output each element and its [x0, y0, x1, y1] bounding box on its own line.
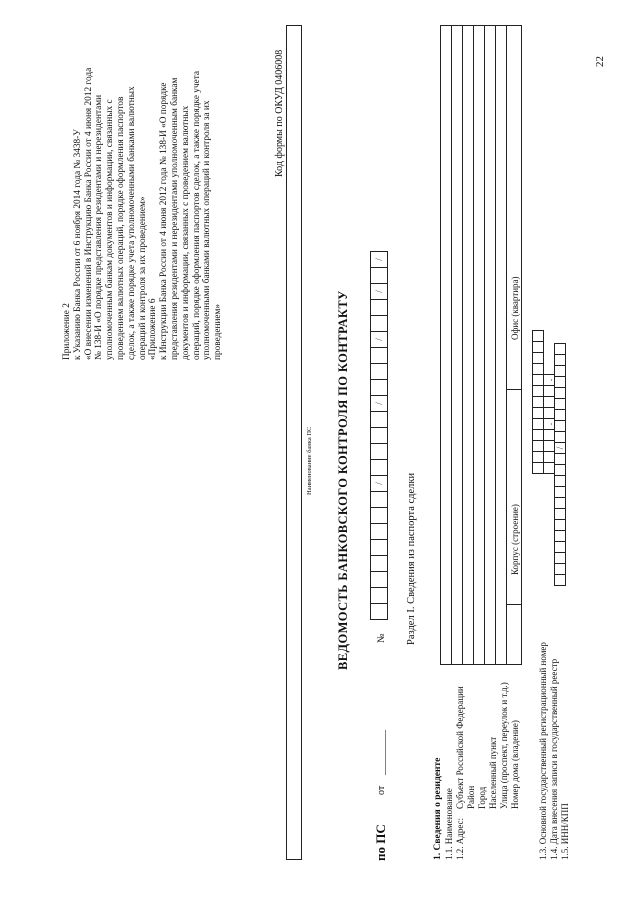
resident-heading: 1. Сведения о резиденте: [433, 757, 443, 860]
appendix-line: представления резидентами и нерезидентами уполномоченным банкам: [169, 77, 180, 360]
appendix-header: [62, 30, 224, 360]
street-label: Улица (проспект, переулок и т.д.): [499, 682, 509, 809]
appendix-line: к Инструкции Банка России от 4 июня 2012 года № 138-И «О порядке: [159, 82, 170, 360]
input-cell[interactable]: [554, 508, 566, 520]
ps-number-cells[interactable]: [370, 251, 388, 619]
inn-kpp-cells[interactable]: [554, 343, 566, 585]
office-label: Офис (квартира): [510, 276, 520, 340]
region-label: Субъект Российской Федерации: [455, 686, 465, 809]
input-cell[interactable]: [370, 379, 388, 396]
input-cell[interactable]: [554, 420, 566, 432]
input-cell[interactable]: [370, 443, 388, 460]
input-cell[interactable]: [554, 464, 566, 476]
grid-line: [462, 25, 463, 665]
document-title: ВЕДОМОСТЬ БАНКОВСКОГО КОНТРОЛЯ ПО КОНТРАКТУ: [336, 290, 350, 670]
grid-line: [484, 25, 485, 665]
appendix-line: № 138-И «О порядке представления резидентами и нерезидентами: [94, 94, 105, 360]
input-cell[interactable]: /: [370, 251, 388, 268]
input-cell[interactable]: [370, 459, 388, 476]
input-cell[interactable]: [554, 343, 566, 355]
input-cell[interactable]: [554, 497, 566, 509]
settlement-label: Населенный пункт: [488, 736, 498, 809]
appendix-line: Приложение 2: [62, 303, 72, 360]
appendix-line: проведением»: [213, 303, 224, 360]
input-cell[interactable]: [554, 541, 566, 553]
input-cell[interactable]: [554, 376, 566, 388]
input-cell[interactable]: [554, 530, 566, 542]
input-cell[interactable]: [554, 563, 566, 575]
number-sign: №: [376, 633, 387, 643]
input-cell[interactable]: [532, 330, 544, 342]
input-cell[interactable]: [554, 387, 566, 399]
input-cell[interactable]: [554, 552, 566, 564]
appendix-line: операций, порядке оформления паспортов сделок, а также порядке учета: [191, 70, 202, 360]
okud-code: Код формы по ОКУД 0406008: [274, 49, 285, 177]
input-cell[interactable]: [370, 347, 388, 364]
input-cell[interactable]: [370, 555, 388, 572]
house-number-label: Номер дома (владение): [510, 720, 520, 809]
input-cell[interactable]: [370, 587, 388, 604]
inn-label: 1.5. ИНН/КПП: [560, 803, 570, 860]
input-cell[interactable]: [370, 267, 388, 284]
input-cell[interactable]: [370, 411, 388, 428]
input-cell[interactable]: [554, 486, 566, 498]
address-label: 1.2. Адрес:: [455, 817, 465, 860]
input-cell[interactable]: [554, 519, 566, 531]
input-cell[interactable]: [554, 398, 566, 410]
appendix-line: операций и контроля за их проведением»: [137, 196, 148, 360]
city-label: Город: [477, 786, 487, 809]
appendix-line: «Приложение 6: [148, 298, 159, 360]
input-cell[interactable]: [370, 427, 388, 444]
from-date-line[interactable]: _________: [376, 730, 387, 775]
input-cell[interactable]: [532, 352, 544, 364]
section1-title: Раздел I. Сведения из паспорта сделки: [406, 472, 417, 645]
date-label: 1.4. Дата внесения записи в государственный реестр: [549, 658, 559, 860]
input-cell[interactable]: .: [543, 418, 555, 430]
appendix-line: уполномоченными банками валютных операций и контроля за их: [202, 100, 213, 360]
input-cell[interactable]: [554, 409, 566, 421]
input-cell[interactable]: [370, 523, 388, 540]
input-cell[interactable]: [370, 539, 388, 556]
grid-line: [506, 604, 522, 605]
input-cell[interactable]: [554, 365, 566, 377]
input-cell[interactable]: [554, 453, 566, 465]
appendix-line: уполномоченным банкам документов и информации, связанных с: [105, 99, 116, 360]
input-cell[interactable]: [554, 431, 566, 443]
appendix-line: сделок, а также порядке учета уполномоченными банками валютных: [126, 86, 137, 360]
bank-name-field[interactable]: [286, 25, 302, 860]
grid-line: [495, 25, 496, 665]
input-cell[interactable]: [370, 603, 388, 620]
input-cell[interactable]: /: [370, 475, 388, 492]
name-label: 1.1. Наименование: [444, 788, 454, 860]
input-cell[interactable]: [370, 571, 388, 588]
input-cell[interactable]: /: [370, 283, 388, 300]
by-ps-label: по ПС: [373, 824, 388, 861]
input-cell[interactable]: [370, 507, 388, 524]
appendix-line: документов и информации, связанных с проведением валютных: [180, 105, 191, 360]
input-cell[interactable]: /: [554, 442, 566, 454]
appendix-line: проведением валютных операций, порядке оформления паспортов: [115, 96, 126, 360]
district-label: Район: [466, 785, 476, 809]
input-cell[interactable]: /: [370, 331, 388, 348]
input-cell[interactable]: [370, 299, 388, 316]
input-cell[interactable]: [554, 354, 566, 366]
page-number: 22: [594, 56, 606, 67]
input-cell[interactable]: [532, 341, 544, 353]
grid-line: [451, 25, 452, 665]
input-cell[interactable]: /: [370, 395, 388, 412]
bank-name-caption: Наименование банка ПС: [306, 426, 313, 495]
input-cell[interactable]: [554, 574, 566, 586]
grid-line: [473, 25, 474, 665]
building-label: Корпус (строение): [510, 504, 520, 575]
input-cell[interactable]: [370, 315, 388, 332]
input-cell[interactable]: .: [543, 374, 555, 386]
from-label: от: [376, 785, 387, 795]
grid-line: [506, 25, 507, 665]
appendix-line: «О внесении изменений в Инструкцию Банка России от 4 июня 2012 года: [83, 67, 94, 360]
input-cell[interactable]: [370, 491, 388, 508]
input-cell[interactable]: [370, 363, 388, 380]
appendix-line: к Указанию Банка России от 6 ноября 2014 года № 3438-У: [72, 129, 83, 360]
input-cell[interactable]: [554, 475, 566, 487]
grid-line: [506, 389, 522, 390]
ogrn-label: 1.3. Основной государственный регистрационный номер: [538, 642, 548, 860]
